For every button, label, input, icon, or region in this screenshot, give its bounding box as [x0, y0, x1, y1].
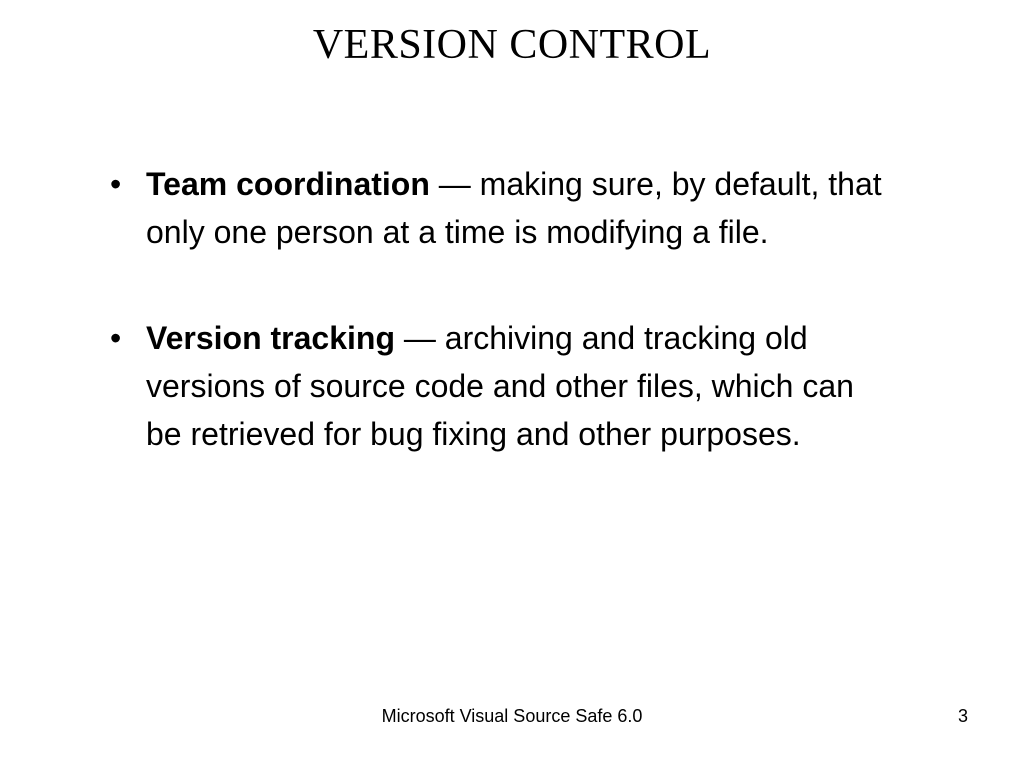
bullet-term: Version tracking: [146, 320, 395, 356]
slide-title: VERSION CONTROL: [312, 22, 712, 68]
bullet-list: [110, 160, 890, 458]
bullet-dash: —: [429, 166, 480, 202]
page-number: 3: [957, 706, 968, 726]
bullet-item-team-coordination: [110, 160, 890, 256]
bullet-item-version-tracking: [110, 314, 890, 458]
bullet-marker: •: [110, 166, 122, 202]
bullet-marker: •: [110, 320, 122, 356]
slide-footer: Microsoft Visual Source Safe 6.0: [381, 706, 643, 726]
bullet-text: making sure, by default, that only one person at a time is modifying a file.: [146, 166, 882, 250]
bullet-text: archiving and tracking old versions of source code and other files, which can be retrieved for bug fixing and other purposes.: [146, 320, 854, 452]
bullet-term: Team coordination: [146, 166, 430, 202]
bullet-dash: —: [394, 320, 445, 356]
